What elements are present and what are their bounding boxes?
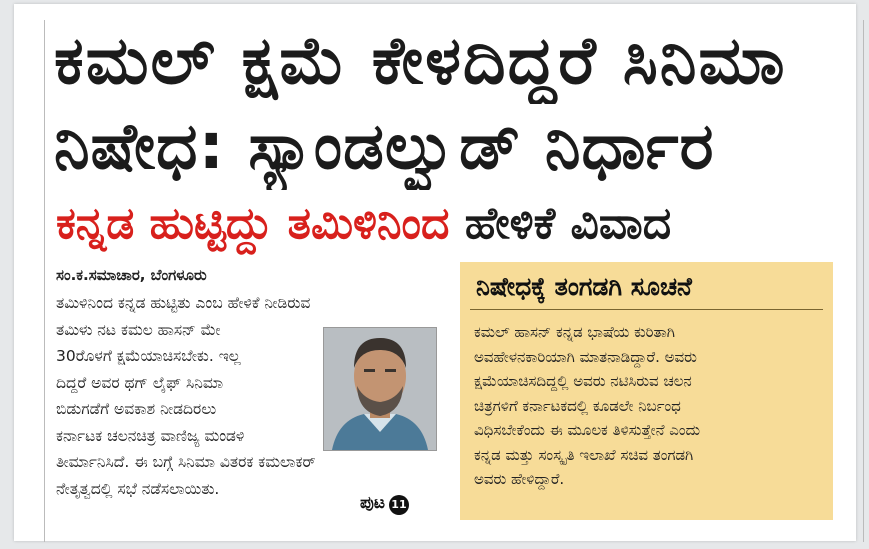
body-line: ತೀರ್ಮಾನಿಸಿದೆ. ಈ ಬಗ್ಗೆ ಸಿನಿಮಾ ವಿತರಕ ಕಮಲಾಕರ್	[56, 453, 316, 471]
continued-label: ಪುಟ	[360, 493, 385, 513]
sidebar-line: ಚಿತ್ರಗಳಿಗೆ ಕರ್ನಾಟಕದಲ್ಲಿ ಕೂಡಲೇ ನಿರ್ಬಂಧ	[474, 396, 681, 415]
subheadline-rest: ಹೇಳಿಕೆ ವಿವಾದ	[464, 198, 672, 249]
headline-line-1: ಕಮಲ್ ಕ್ಷಮೆ ಕೇಳದಿದ್ದರೆ ಸಿನಿಮಾ	[54, 22, 787, 99]
portrait-photo	[323, 327, 437, 451]
sidebar-box	[460, 262, 833, 520]
headline-line-2: ನಿಷೇಧ: ಸ್ಯಾಂಡಲ್ವುಡ್ ನಿರ್ಧಾರ	[54, 110, 715, 184]
sidebar-line: ಕ್ಷಮೆಯಾಚಿಸದಿದ್ದಲ್ಲಿ ಅವರು ನಟಿಸಿರುವ ಚಲನ	[474, 372, 692, 390]
sidebar-line: ವಿಧಿಸಬೇಕೆಂದು ಈ ಮೂಲಕ ತಿಳಿಸುತ್ತೇನೆ ಎಂದು	[474, 421, 701, 439]
body-line: 30ರೊಳಗೆ ಕ್ಷಮೆಯಾಚಿಸಬೇಕು. ಇಲ್ಲ	[56, 347, 241, 365]
sidebar-divider	[470, 309, 823, 310]
body-line: ಕರ್ನಾಟಕ ಚಲನಚಿತ್ರ ವಾಣಿಜ್ಯ ಮಂಡಳಿ	[56, 426, 245, 445]
portrait-image	[324, 328, 436, 450]
sidebar-line: ಕಮಲ್ ಹಾಸನ್ ಕನ್ನಡ ಭಾಷೆಯ ಕುರಿತಾಗಿ	[474, 323, 676, 341]
sidebar-line: ಕನ್ನಡ ಮತ್ತು ಸಂಸ್ಕೃತಿ ಇಲಾಖೆ ಸಚಿವ ತಂಗಡಗಿ	[474, 445, 694, 464]
body-line: ದಿದ್ದರೆ ಅವರ ಥಗ್ ಲೈಫ್ ಸಿನಿಮಾ	[56, 373, 224, 392]
sidebar-line: ಅವರು ಹೇಳಿದ್ದಾರೆ.	[474, 470, 565, 488]
continued-on-page	[360, 493, 409, 515]
page-number-badge: 11	[389, 495, 409, 515]
body-line: ಬಿಡುಗಡೆಗೆ ಅವಕಾಶ ನೀಡದಿರಲು	[56, 400, 217, 418]
subheadline	[56, 194, 671, 254]
body-line: ತಮಿಳು ನಟ ಕಮಲ ಹಾಸನ್ ಮೇ	[56, 320, 221, 339]
subheadline-highlight: ಕನ್ನಡ ಹುಟ್ಟಿದ್ದು ತಮಿಳಿನಿಂದ	[56, 198, 450, 249]
sidebar-line: ಅವಹೇಳನಕಾರಿಯಾಗಿ ಮಾತನಾಡಿದ್ದಾರೆ. ಅವರು	[474, 347, 697, 366]
sidebar-title: ನಿಷೇಧಕ್ಕೆ ತಂಗಡಗಿ ಸೂಚನೆ	[476, 272, 692, 301]
body-line: ನೇತೃತ್ವದಲ್ಲಿ ಸಭೆ ನಡೆಸಲಾಯಿತು.	[56, 479, 220, 498]
dateline: ಸಂ.ಕ.ಸಮಾಚಾರ, ಬೆಂಗಳೂರು	[56, 266, 207, 284]
sidebar-body	[474, 320, 824, 492]
body-line: ತಮಿಳಿನಿಂದ ಕನ್ನಡ ಹುಟ್ಟಿತು ಎಂಬ ಹೇಳಿಕೆ ನೀಡಿರುವ	[56, 294, 311, 312]
